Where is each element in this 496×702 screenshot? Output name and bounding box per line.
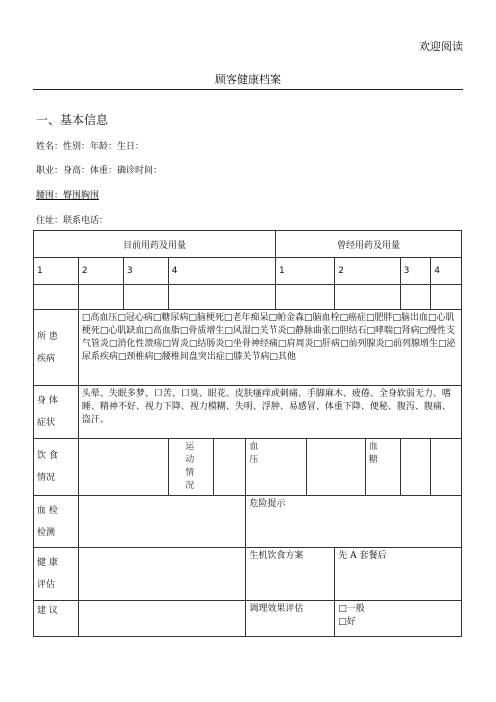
- first-meal-text: 先 A 套餐后: [335, 548, 462, 601]
- symptom-label: 身 体 症状: [34, 386, 79, 439]
- med-num-cell: 1: [34, 258, 79, 285]
- disease-row: [34, 310, 462, 386]
- med-blank-cell: [276, 285, 335, 310]
- disease-options: □高血压□冠心病□糖尿病□脑梗死□老年痴呆□帕金森□脑血栓□癌症□肥胖□脑出血□心肌梗死□心肌缺血□高血脂□骨质增生□风湿□关节炎□静脉曲张□胆结石□哮喘□肾病□慢性支气管炎□消化性溃疡□胃炎□结肠炎□坐骨神经痛□肩周炎□肝病□前列腺炎□前列腺增生□泌尿系疾病□颈椎病□腰椎间盘突出症□膝关节病□其他: [78, 310, 461, 386]
- info-line-address: 住址：联系电话：: [36, 216, 109, 226]
- effect-eval-label: 调理效果评估: [246, 601, 335, 637]
- symptom-row: [34, 386, 462, 439]
- title-divider: [33, 89, 463, 90]
- health-assessment-label: 健 康 评估: [34, 548, 79, 601]
- med-num-cell: 4: [431, 258, 462, 285]
- meds-header-row: [34, 231, 462, 258]
- blood-test-value: [78, 496, 245, 548]
- blood-test-label: 血 检 检测: [34, 496, 79, 548]
- med-num-cell: 3: [400, 258, 431, 285]
- exercise-label: 运动情况: [168, 439, 213, 496]
- med-blank-cell: [335, 285, 400, 310]
- med-blank-cell: [400, 285, 431, 310]
- past-meds-header: 曾经用药及用量: [276, 231, 462, 258]
- med-num-cell: 2: [335, 258, 400, 285]
- blood-sugar-label: 血糖: [365, 439, 400, 496]
- health-record-table: [33, 230, 462, 637]
- diet-blank-cell: [306, 439, 365, 496]
- health-assessment-value: [78, 548, 245, 601]
- diet-blank-cell: [213, 439, 246, 496]
- symptom-options: 头晕、失眠多梦、口苦、口臭、眼花、皮肤瘙痒或刺痛、手脚麻木、疲倦、全身软弱无力、嗜睡、精神不好、视力下降、视力模糊、失明、浮肿、易感冒、体重下降、便秘、腹泻、腹痛、盗汗、: [78, 386, 461, 439]
- diet-blank-cell: [431, 439, 462, 496]
- med-blank-cell: [78, 285, 123, 310]
- med-num-cell: 1: [276, 258, 335, 285]
- disease-label: 所 患 疾病: [34, 310, 79, 386]
- meds-blank-row: [34, 285, 462, 310]
- meds-number-row: [34, 258, 462, 285]
- med-num-cell: 2: [78, 258, 123, 285]
- med-blank-cell: [168, 285, 275, 310]
- med-blank-cell: [431, 285, 462, 310]
- diet-label: 饮 食 情况: [34, 439, 79, 496]
- health-assessment-row: [34, 548, 462, 601]
- med-num-cell: 4: [168, 258, 275, 285]
- risk-hint-label: 危险提示: [246, 496, 462, 548]
- current-meds-header: 目前用药及用量: [34, 231, 276, 258]
- section-heading: 一、基本信息: [36, 113, 109, 127]
- info-line-waist: 腰围：臀围胸围: [36, 191, 100, 201]
- advice-label: 建 议: [34, 601, 79, 637]
- info-line-job: 职业：身高：体重：确诊时间：: [36, 166, 163, 176]
- advice-value: [78, 601, 245, 637]
- option-normal[interactable]: □一般: [338, 604, 365, 614]
- document-title: 顾客健康档案: [215, 73, 281, 86]
- advice-row: [34, 601, 462, 637]
- blood-pressure-label: 血压: [246, 439, 306, 496]
- info-line-name: 姓名：性别：年龄：生日：: [36, 142, 145, 152]
- effect-options: [335, 601, 462, 637]
- diet-blank-cell: [78, 439, 168, 496]
- med-num-cell: 3: [123, 258, 168, 285]
- welcome-text: 欢迎阅读: [419, 40, 463, 53]
- med-blank-cell: [123, 285, 168, 310]
- blood-test-row: [34, 496, 462, 548]
- option-good[interactable]: □好: [338, 617, 356, 627]
- diet-blank-cell: [400, 439, 431, 496]
- diet-plan-label: 生机饮食方案: [246, 548, 335, 601]
- diet-row: [34, 439, 462, 496]
- med-blank-cell: [34, 285, 79, 310]
